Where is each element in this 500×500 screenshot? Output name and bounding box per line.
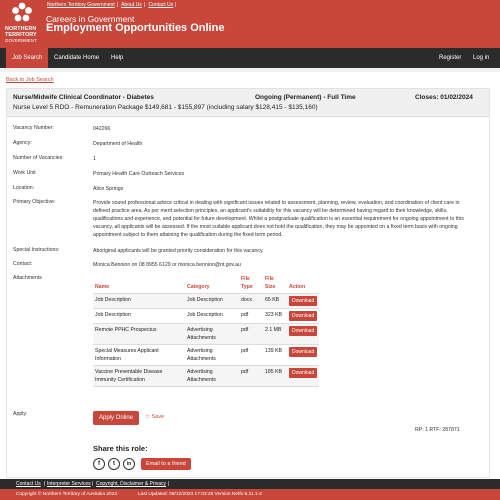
link-nt-government[interactable]: Northern Territory Government (47, 2, 115, 8)
logo-text (5, 27, 37, 44)
attachment-file-type: docx (239, 294, 263, 309)
table-row (93, 345, 319, 366)
site-header (0, 0, 500, 48)
table-row (93, 309, 319, 324)
footer-links-bar (0, 479, 500, 489)
col-header-file-type: File Type (239, 273, 263, 294)
logo-line: GOVERNMENT (5, 38, 37, 44)
table-header-row (93, 273, 319, 294)
attachment-file-size: 323 KB (263, 309, 287, 324)
header-subtitle: Careers in Government (46, 14, 135, 24)
download-button[interactable]: Download (289, 368, 317, 378)
detail-label: Work Unit (13, 170, 36, 176)
attachment-name: Special Measures Applicant Information (93, 345, 185, 366)
nt-government-logo[interactable] (2, 2, 44, 46)
star-icon: ☆ (145, 414, 150, 420)
twitter-icon[interactable]: t (108, 458, 120, 470)
nav-log-in[interactable]: Log in (473, 55, 490, 61)
job-detail-panel (6, 88, 490, 478)
detail-value: Primary Health Care Outreach Services (93, 171, 185, 177)
table-row (93, 324, 319, 345)
detail-label: Agency: (13, 140, 32, 146)
footer-separator: | (92, 481, 94, 487)
attachment-file-size: 185 KB (263, 366, 287, 387)
detail-label: Attachments (13, 275, 42, 281)
attachment-file-type: pdf (239, 366, 263, 387)
attachment-category: Job Description (185, 309, 239, 324)
linkedin-icon[interactable]: in (123, 458, 135, 470)
copyright-text: Copyright © Northern Territory of Australia 2024 (16, 492, 118, 497)
attachment-file-type: pdf (239, 345, 263, 366)
share-heading: Share this role: (93, 444, 148, 453)
footer-link-contact-us[interactable]: Contact Us (16, 481, 41, 487)
download-button[interactable]: Download (289, 296, 317, 306)
detail-value: Alice Springs (93, 186, 124, 192)
link-contact-us[interactable]: Contact Us (148, 2, 174, 8)
attachment-category: Advertising Attachments (185, 345, 239, 366)
nav-candidate-home[interactable]: Candidate Home (54, 55, 100, 61)
detail-label: Contact: (13, 261, 33, 267)
rp-rtf-reference: RP: 1 RTF: 287871 (415, 427, 460, 433)
flower-emblem-icon (10, 2, 34, 26)
logo-line: NORTHERN (5, 26, 37, 32)
detail-value: 1 (93, 156, 96, 162)
attachment-category: Advertising Attachments (185, 366, 239, 387)
attachment-file-size: 139 KB (263, 345, 287, 366)
attachment-file-type: pdf (239, 324, 263, 345)
footer-link-interpreter-services[interactable]: Interpreter Services (47, 481, 91, 487)
col-header-category: Category (185, 273, 239, 294)
detail-value: Department of Health (93, 141, 143, 147)
job-closing-date: Closes: 01/02/2024 (415, 94, 473, 101)
job-title: Nurse/Midwife Clinical Coordinator - Diabetes (13, 94, 154, 101)
detail-value: Aboriginal applicants will be granted priority consideration for this vacancy. (93, 248, 264, 254)
detail-label: Special Instructions: (13, 247, 60, 253)
job-type: Ongoing (Permanent) - Full Time (255, 94, 356, 101)
detail-label: Location: (13, 185, 35, 191)
top-links: Northern Territory Government | About Us | Contact Us | (47, 2, 177, 8)
col-header-action: Action (287, 273, 319, 294)
footer-separator: | (168, 481, 170, 487)
col-header-name: Name (93, 273, 185, 294)
apply-online-button[interactable]: Apply Online (93, 411, 139, 425)
attachments-table (93, 273, 319, 387)
table-row (93, 366, 319, 387)
nav-register[interactable]: Register (439, 55, 462, 61)
attachment-file-type: pdf (239, 309, 263, 324)
logo-line: TERRITORY (5, 31, 37, 38)
back-to-job-search-link[interactable]: Back to Job Search (6, 77, 54, 83)
header-title: Employment Opportunities Online (46, 22, 225, 34)
col-header-file-size: File Size (263, 273, 287, 294)
email-to-friend-button[interactable]: Email to a friend (141, 458, 191, 470)
nav-job-search[interactable]: Job Search (6, 48, 48, 68)
footer-copyright-bar (0, 489, 500, 500)
attachment-category: Job Description (185, 294, 239, 309)
attachment-name: Vaccine Preventable Disease Immunity Certification (93, 366, 185, 387)
detail-value: Provide sound professional advice critical in dealing with significant issues related to assessment, planning, review, evaluation, and coordination of client care in defined practice area. As per merit selection principles, an applicant's suitability for this vacancy will be determined having regard to their knowledge, skills, qualifications and experience, and potential for future development. Whilst a postgraduate qualification is an essential requirement for ongoing appointment to this vacancy, all applicants will be assessed. If the most suitable applicant does not hold the qualification, they may be appointed on a fixed term basis with ongoing appointment subject to them attaining the qualification during the fixed term period. (93, 200, 464, 238)
attachment-category: Advertising Attachments (185, 324, 239, 345)
detail-label: Vacancy Number: (13, 125, 54, 131)
job-title-box (7, 89, 489, 117)
divider (0, 68, 500, 72)
save-button[interactable] (145, 414, 164, 420)
facebook-icon[interactable]: f (93, 458, 105, 470)
footer-link-copyright-disclaimer-privacy[interactable]: Copyright, Disclaimer & Privacy (96, 481, 167, 487)
download-button[interactable]: Download (289, 311, 317, 321)
attachment-file-size: 65 KB (263, 294, 287, 309)
nav-help[interactable]: Help (111, 55, 124, 61)
save-label: Save (151, 414, 165, 420)
detail-value: Monica Bennion on 08 8955 6129 or monica.bennion@nt.gov.au (93, 262, 241, 268)
attachment-name: Job Description (93, 294, 185, 309)
attachment-name: Remote PPHC Prospectus (93, 324, 185, 345)
attachment-name: Job Description (93, 309, 185, 324)
detail-label: Number of Vacancies: (13, 155, 64, 161)
link-about-us[interactable]: About Us (121, 2, 142, 8)
detail-label: Primary Objective: (13, 199, 56, 205)
job-level: Nurse Level 5 RDO - Remuneration Package $149,681 - $155,897 (including salary $128,415 - $135,160) (13, 104, 318, 111)
last-updated-text: Last Updated: 08/12/2023 17:03:28 Version Netfx-5.11.1-2 (138, 492, 262, 497)
download-button[interactable]: Download (289, 347, 317, 357)
detail-value: 042266 (93, 126, 111, 132)
main-nav (0, 48, 500, 68)
attachment-file-size: 2.1 MB (263, 324, 287, 345)
footer-separator: | (44, 481, 46, 487)
detail-label: Apply: (13, 411, 28, 417)
download-button[interactable]: Download (289, 326, 317, 336)
table-row (93, 294, 319, 309)
